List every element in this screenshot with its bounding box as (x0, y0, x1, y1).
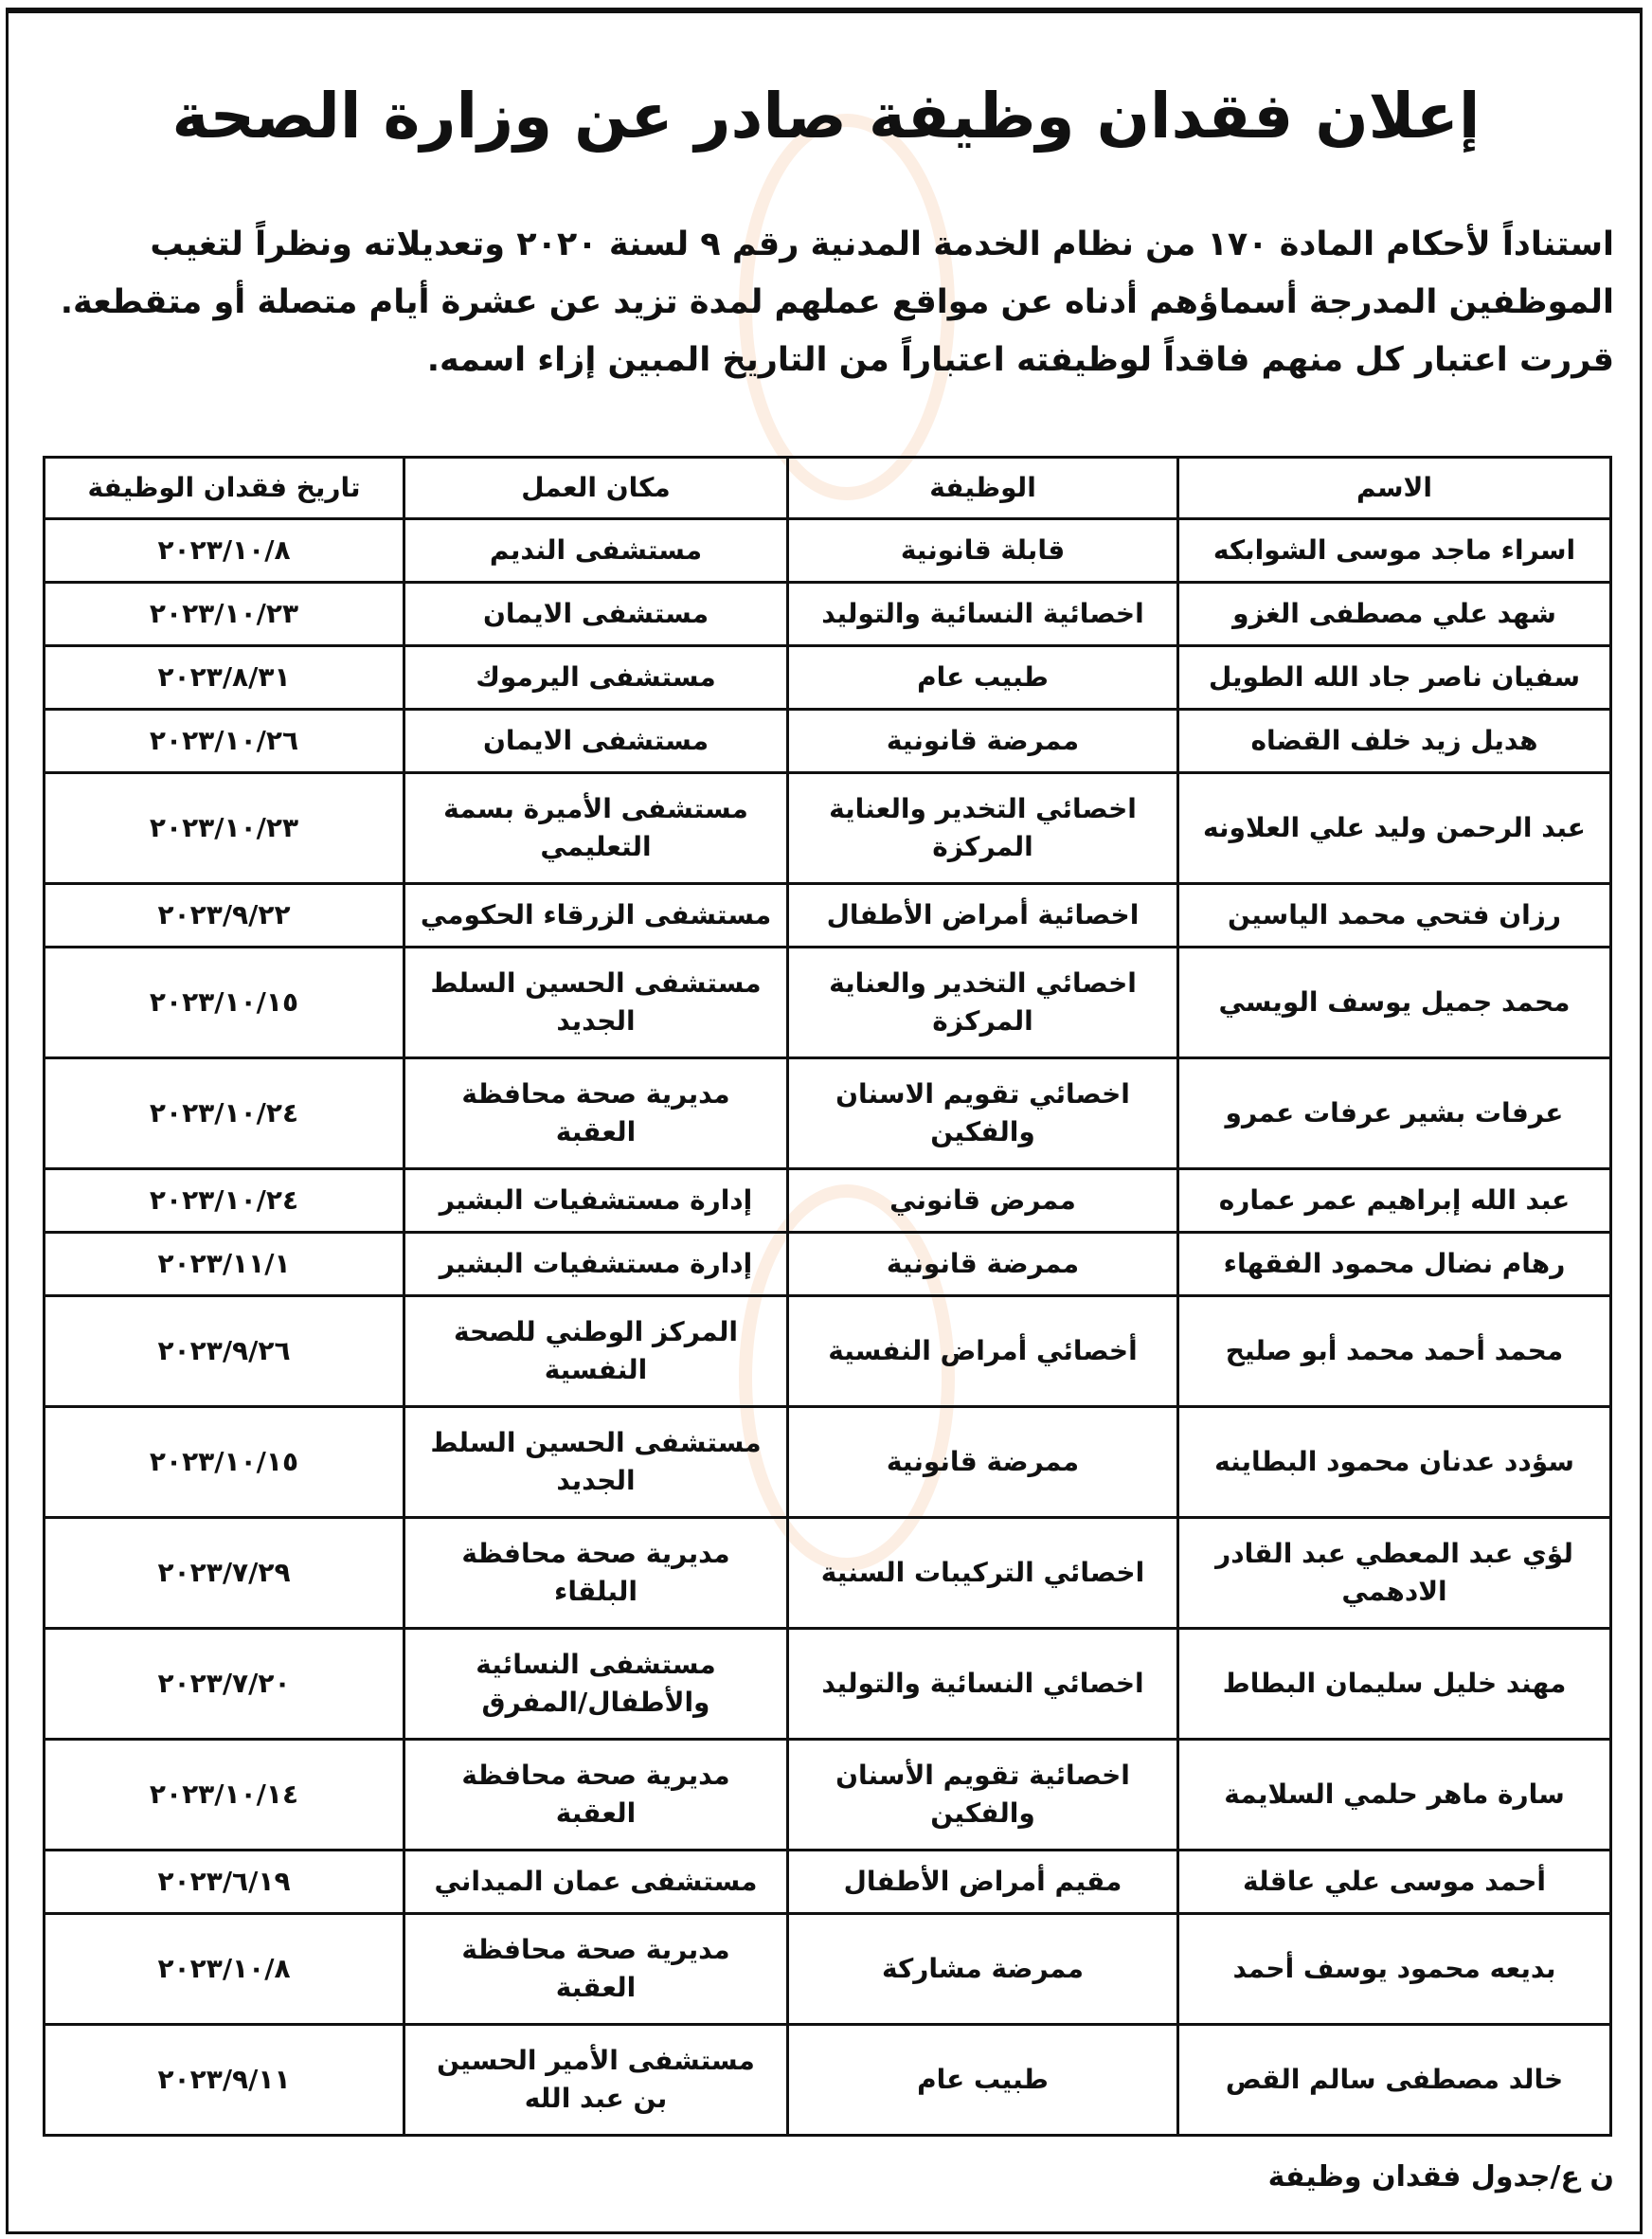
cell-name: أحمد موسى علي عاقلة (1178, 1851, 1611, 1914)
intro-line: استناداً لأحكام المادة ١٧٠ من نظام الخدمة المدنية رقم ٩ لسنة ٢٠٢٠ وتعديلاته ونظراً لتغيب (150, 226, 1614, 263)
cell-place: المركز الوطني للصحة النفسية (404, 1296, 788, 1407)
cell-place: مستشفى الزرقاء الحكومي (404, 884, 788, 948)
table-row (45, 1296, 1611, 1407)
cell-place: مستشفى الايمان (404, 710, 788, 773)
cell-job: أخصائي أمراض النفسية (788, 1296, 1178, 1407)
cell-job: قابلة قانونية (788, 519, 1178, 583)
table-row (45, 948, 1611, 1058)
header-place: مكان العمل (404, 458, 788, 519)
header-date: تاريخ فقدان الوظيفة (45, 458, 404, 519)
cell-name: رزان فتحي محمد الياسين (1178, 884, 1611, 948)
cell-name: لؤي عبد المعطي عبد القادر الادهمي (1178, 1518, 1611, 1629)
cell-name: عبد الرحمن وليد علي العلاونه (1178, 773, 1611, 884)
cell-date: ٢٠٢٣/٩/١١ (45, 2025, 404, 2136)
cell-date: ٢٠٢٣/٩/٢٢ (45, 884, 404, 948)
intro-line: قررت اعتبار كل منهم فاقداً لوظيفته اعتباراً من التاريخ المبين إزاء اسمه. (426, 341, 1614, 379)
cell-date: ٢٠٢٣/١٠/٢٣ (45, 583, 404, 646)
cell-date: ٢٠٢٣/٦/١٩ (45, 1851, 404, 1914)
table-row (45, 1058, 1611, 1169)
table-row (45, 583, 1611, 646)
cell-date: ٢٠٢٣/١٠/١٥ (45, 948, 404, 1058)
cell-job: طبيب عام (788, 2025, 1178, 2136)
cell-name: اسراء ماجد موسى الشوابكه (1178, 519, 1611, 583)
cell-place: مديرية صحة محافظة العقبة (404, 1914, 788, 2025)
cell-name: محمد أحمد محمد أبو صليح (1178, 1296, 1611, 1407)
intro-line: الموظفين المدرجة أسماؤهم أدناه عن مواقع عملهم لمدة تزيد عن عشرة أيام متصلة أو متقطعة. (60, 283, 1614, 321)
cell-place: مستشفى الأميرة بسمة التعليمي (404, 773, 788, 884)
cell-date: ٢٠٢٣/١٠/٢٣ (45, 773, 404, 884)
cell-job: اخصائية تقويم الأسنان والفكين (788, 1740, 1178, 1851)
cell-date: ٢٠٢٣/١٠/٨ (45, 519, 404, 583)
cell-place: مستشفى عمان الميداني (404, 1851, 788, 1914)
table-row (45, 1914, 1611, 2025)
cell-name: مهند خليل سليمان البطاط (1178, 1629, 1611, 1740)
table-row (45, 773, 1611, 884)
cell-place: مستشفى النسائية والأطفال/المفرق (404, 1629, 788, 1740)
cell-name: هديل زيد خلف القضاه (1178, 710, 1611, 773)
cell-date: ٢٠٢٣/٧/٢٠ (45, 1629, 404, 1740)
table-row (45, 519, 1611, 583)
table-row (45, 1518, 1611, 1629)
cell-place: مستشفى الحسين السلط الجديد (404, 948, 788, 1058)
cell-date: ٢٠٢٣/٩/٢٦ (45, 1296, 404, 1407)
cell-name: سؤدد عدنان محمود البطاينه (1178, 1407, 1611, 1518)
table-row (45, 2025, 1611, 2136)
cell-job: اخصائي التركيبات السنية (788, 1518, 1178, 1629)
cell-place: إدارة مستشفيات البشير (404, 1233, 788, 1296)
cell-name: بديعه محمود يوسف أحمد (1178, 1914, 1611, 2025)
cell-job: ممرض قانوني (788, 1169, 1178, 1233)
cell-date: ٢٠٢٣/١٠/٢٦ (45, 710, 404, 773)
cell-name: شهد علي مصطفى الغزو (1178, 583, 1611, 646)
cell-date: ٢٠٢٣/١٠/١٤ (45, 1740, 404, 1851)
intro-paragraph (38, 216, 1614, 389)
table-row (45, 884, 1611, 948)
table-row (45, 1629, 1611, 1740)
header-name: الاسم (1178, 458, 1611, 519)
cell-name: عرفات بشير عرفات عمرو (1178, 1058, 1611, 1169)
cell-date: ٢٠٢٣/١١/١ (45, 1233, 404, 1296)
cell-job: اخصائية أمراض الأطفال (788, 884, 1178, 948)
cell-place: مديرية صحة محافظة العقبة (404, 1058, 788, 1169)
cell-name: رهام نضال محمود الفقهاء (1178, 1233, 1611, 1296)
cell-name: سفيان ناصر جاد الله الطويل (1178, 646, 1611, 710)
cell-name: سارة ماهر حلمي السلايمة (1178, 1740, 1611, 1851)
cell-date: ٢٠٢٣/٧/٢٩ (45, 1518, 404, 1629)
table-row (45, 646, 1611, 710)
cell-date: ٢٠٢٣/١٠/١٥ (45, 1407, 404, 1518)
cell-place: مستشفى النديم (404, 519, 788, 583)
table-row (45, 1740, 1611, 1851)
cell-job: ممرضة قانونية (788, 1233, 1178, 1296)
cell-job: ممرضة قانونية (788, 1407, 1178, 1518)
cell-job: ممرضة مشاركة (788, 1914, 1178, 2025)
table-row (45, 1407, 1611, 1518)
cell-name: محمد جميل يوسف الويسي (1178, 948, 1611, 1058)
cell-job: اخصائي التخدير والعناية المركزة (788, 773, 1178, 884)
cell-place: إدارة مستشفيات البشير (404, 1169, 788, 1233)
table-header-row (45, 458, 1611, 519)
table-row (45, 1851, 1611, 1914)
table-row (45, 1233, 1611, 1296)
cell-job: اخصائي تقويم الاسنان والفكين (788, 1058, 1178, 1169)
cell-date: ٢٠٢٣/٨/٣١ (45, 646, 404, 710)
page-title: إعلان فقدان وظيفة صادر عن وزارة الصحة (171, 80, 1481, 153)
cell-job: طبيب عام (788, 646, 1178, 710)
cell-name: خالد مصطفى سالم القص (1178, 2025, 1611, 2136)
cell-place: مديرية صحة محافظة العقبة (404, 1740, 788, 1851)
cell-place: مستشفى الحسين السلط الجديد (404, 1407, 788, 1518)
cell-place: مديرية صحة محافظة البلقاء (404, 1518, 788, 1629)
cell-job: اخصائي النسائية والتوليد (788, 1629, 1178, 1740)
cell-place: مستشفى الأمير الحسين بن عبد الله (404, 2025, 788, 2136)
cell-date: ٢٠٢٣/١٠/٢٤ (45, 1058, 404, 1169)
cell-job: مقيم أمراض الأطفال (788, 1851, 1178, 1914)
cell-date: ٢٠٢٣/١٠/٨ (45, 1914, 404, 2025)
footer-note: ن ع/جدول فقدان وظيفة (1267, 2160, 1614, 2194)
cell-job: ممرضة قانونية (788, 710, 1178, 773)
header-job: الوظيفة (788, 458, 1178, 519)
cell-date: ٢٠٢٣/١٠/٢٤ (45, 1169, 404, 1233)
table-row (45, 1169, 1611, 1233)
job-loss-table (43, 456, 1612, 2137)
table-row (45, 710, 1611, 773)
cell-place: مستشفى الايمان (404, 583, 788, 646)
cell-job: اخصائي التخدير والعناية المركزة (788, 948, 1178, 1058)
cell-job: اخصائية النسائية والتوليد (788, 583, 1178, 646)
cell-place: مستشفى اليرموك (404, 646, 788, 710)
cell-name: عبد الله إبراهيم عمر عماره (1178, 1169, 1611, 1233)
